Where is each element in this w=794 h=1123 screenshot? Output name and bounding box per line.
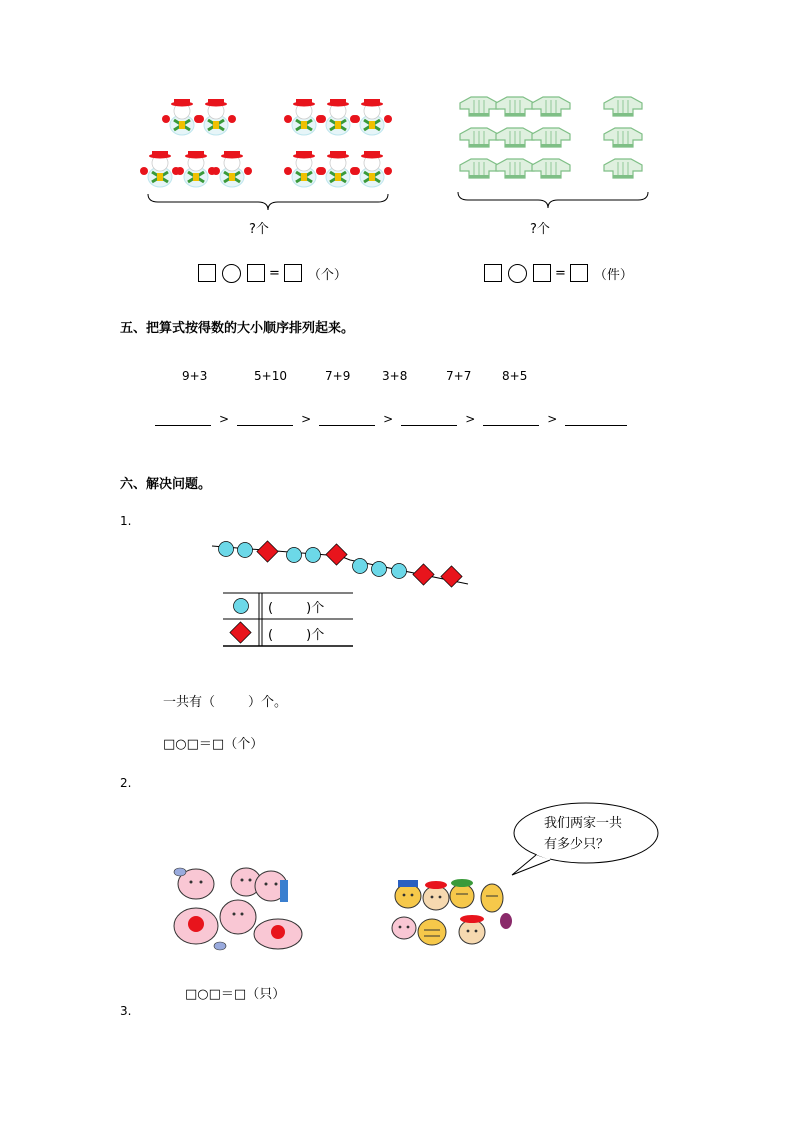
ordering-blanks-row [155, 411, 627, 426]
question-number: 2. [120, 776, 132, 790]
greater-than-sign: > [301, 412, 312, 426]
answer-box[interactable] [484, 264, 502, 282]
bead-string [210, 538, 475, 588]
sheep-picture [166, 862, 311, 957]
expression: 7+9 [325, 369, 351, 383]
right-equation [484, 262, 633, 284]
answer-box[interactable] [533, 264, 551, 282]
q2-equation[interactable]: □○□＝□（只） [185, 987, 286, 1002]
unit-label: （件） [593, 267, 633, 283]
expression: 5+10 [254, 369, 287, 383]
operator-circle[interactable] [508, 264, 527, 283]
greater-than-sign: > [547, 412, 558, 426]
expression: 8+5 [502, 369, 528, 383]
equals-sign: = [555, 265, 566, 281]
q1-equation[interactable]: □○□＝□（个） [163, 737, 264, 752]
answer-box[interactable] [284, 264, 302, 282]
circle-bead-icon [234, 599, 249, 614]
section5-title: 五、把算式按得数的大小顺序排列起来。 [120, 321, 355, 336]
bubble-text-line1: 我们两家一共 [544, 816, 623, 831]
answer-blank[interactable] [483, 411, 539, 426]
answer-box[interactable] [247, 264, 265, 282]
operator-circle[interactable] [222, 264, 241, 283]
snowmen-picture [140, 95, 400, 195]
right-question-label: ?个 [530, 222, 550, 237]
answer-blank[interactable] [401, 411, 457, 426]
answer-box[interactable] [570, 264, 588, 282]
equals-sign: = [269, 265, 280, 281]
greater-than-sign: > [465, 412, 476, 426]
bubble-text-line2: 有多少只？ [544, 837, 610, 852]
diamond-bead-icon [230, 622, 251, 643]
answer-blank[interactable] [155, 411, 211, 426]
left-equation [198, 262, 347, 284]
right-brace [456, 190, 656, 210]
question-number: 3. [120, 1004, 132, 1018]
expression: 7+7 [446, 369, 472, 383]
total-line: 一共有（ ）个。 [163, 695, 288, 710]
table-row-circle-count[interactable]: ( )个 [268, 601, 325, 616]
answer-blank[interactable] [237, 411, 293, 426]
unit-label: （个） [307, 267, 347, 283]
greater-than-sign: > [383, 412, 394, 426]
section6-title: 六、解决问题。 [120, 477, 212, 492]
table-row-diamond-count[interactable]: ( )个 [268, 628, 325, 643]
expression: 9+3 [182, 369, 208, 383]
left-brace [146, 192, 391, 212]
sweaters-picture [455, 92, 655, 187]
left-question-label: ?个 [249, 222, 269, 237]
answer-box[interactable] [198, 264, 216, 282]
answer-blank[interactable] [565, 411, 627, 426]
greater-than-sign: > [219, 412, 230, 426]
question-number: 1. [120, 514, 132, 528]
answer-blank[interactable] [319, 411, 375, 426]
expression: 3+8 [382, 369, 408, 383]
cats-picture [386, 876, 516, 956]
